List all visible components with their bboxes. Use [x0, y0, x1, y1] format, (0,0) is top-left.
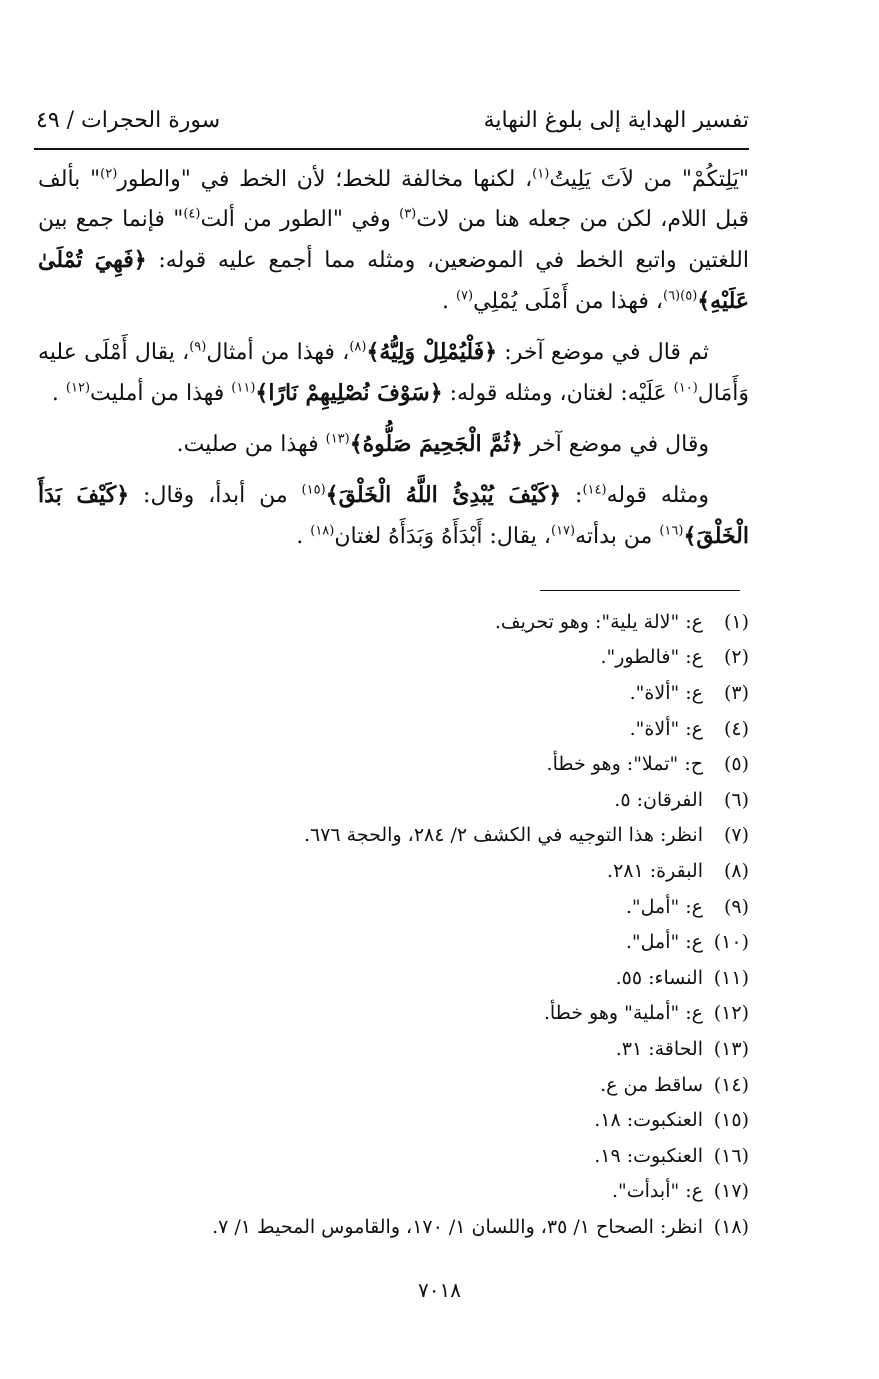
- footnote-text: ع: "أمل".: [625, 931, 703, 954]
- text-segment: ، لكنها مخالفة للخط؛ لأن الخط في "والطور: [117, 167, 533, 192]
- footnote-item: [40, 746, 749, 782]
- running-header: [36, 106, 749, 136]
- quran-quote: ﴿فَهِيَ تُمْلَىٰ عَلَيْهِ﴾: [38, 247, 749, 314]
- footnote-text: العنكبوت: ١٩.: [594, 1144, 703, 1167]
- footnote-item: [40, 675, 749, 711]
- footnote-item: [40, 1209, 749, 1245]
- footnote-number: (١٤): [713, 1073, 749, 1096]
- footnote-ref[interactable]: (١): [532, 166, 550, 182]
- footnote-ref[interactable]: (١٤): [582, 482, 607, 498]
- footnote-number: (١): [723, 610, 749, 633]
- footnote-text: ساقط من ع.: [600, 1073, 703, 1096]
- footnote-ref[interactable]: (٢): [100, 166, 118, 182]
- footnote-number: (٩): [723, 895, 749, 918]
- footnote-item: [40, 1102, 749, 1138]
- footnote-text: الحاقة: ٣١.: [615, 1037, 703, 1060]
- footnote-number: (٣): [723, 681, 749, 704]
- footnote-ref[interactable]: (٨): [349, 339, 367, 355]
- footnote-number: (١٣): [713, 1037, 749, 1060]
- footnote-ref[interactable]: (١٦): [659, 523, 684, 539]
- footnote-item: [40, 924, 749, 960]
- footnote-item: [40, 782, 749, 818]
- footnote-number: (١٥): [713, 1109, 749, 1132]
- footnote-text: النساء: ٥٥.: [615, 966, 703, 989]
- footnote-number: (١٢): [713, 1002, 749, 1025]
- book-title: تفسير الهداية إلى بلوغ النهاية: [483, 108, 749, 133]
- footnote-ref[interactable]: (٩): [189, 339, 207, 355]
- footnote-text: ع: "أبدأت".: [611, 1180, 703, 1203]
- footnote-text: الفرقان: ٥.: [614, 788, 703, 811]
- footnote-item: [40, 604, 749, 640]
- paragraph-2: [38, 332, 749, 414]
- footnote-text: انظر: هذا التوجيه في الكشف ٢/ ٢٨٤، والحجة ٦٧٦.: [303, 824, 703, 847]
- footnote-number: (٤): [723, 717, 749, 740]
- footnote-text: ع: "أملية" وهو خطأ.: [543, 1002, 703, 1025]
- text-segment: "يَلِتكُمْ" من لاَتَ يَلِيتُ: [549, 167, 749, 192]
- footnote-number: (١٨): [713, 1215, 749, 1238]
- text-segment: .: [51, 381, 66, 406]
- footnote-item: [40, 1174, 749, 1210]
- text-segment: من بدأته: [575, 524, 660, 549]
- footnote-number: (١١): [713, 966, 749, 989]
- footnote-item: [40, 711, 749, 747]
- text-segment: ، فهذا من أمثال: [206, 340, 350, 365]
- text-segment: عَلَيْه: لغتان، ومثله قوله:: [442, 381, 674, 406]
- main-text: [38, 160, 749, 567]
- text-segment: ، يقال: أَبْدَأَهُ وَبَدَأَهُ لغتان: [334, 524, 551, 549]
- text-segment: وقال في موضع آخر: [522, 432, 709, 457]
- text-segment: " فإنما جمع بين اللغتين واتبع الخط في الموضعين، ومثله مما أجمع عليه قوله:: [38, 207, 749, 273]
- footnote-text: ع: "لالة يلية": وهو تحريف.: [494, 610, 703, 633]
- footnote-ref[interactable]: (١٨): [310, 523, 335, 539]
- footnote-ref[interactable]: (١٠): [673, 380, 698, 396]
- footnote-rule: [540, 590, 740, 591]
- page-number: ٧٠١٨: [418, 1278, 461, 1302]
- footnote-item: [40, 1067, 749, 1103]
- footnote-ref[interactable]: (٦): [662, 288, 681, 304]
- quran-quote: ﴿كَيْفَ يُبْدِئُ اللَّهُ الْخَلْقَ﴾: [325, 482, 562, 508]
- paragraph-3: [38, 424, 749, 465]
- text-segment: ومثله قوله: [606, 483, 710, 508]
- paragraph-1: [38, 160, 749, 322]
- paragraph-4: [38, 475, 749, 557]
- quran-quote: ﴿كَيْفَ بَدَأَ الْخَلْقَ﴾: [38, 482, 749, 549]
- footnote-number: (١٦): [713, 1144, 749, 1167]
- footnote-number: (٥): [723, 753, 749, 776]
- text-segment: فهذا من صليت.: [176, 432, 326, 457]
- footnote-ref[interactable]: (١٣): [325, 431, 350, 447]
- text-segment: .: [296, 524, 311, 549]
- text-segment: فهذا من أمليت: [90, 381, 232, 406]
- footnote-item: [40, 960, 749, 996]
- text-segment: .: [441, 289, 456, 314]
- text-segment: :: [561, 483, 583, 508]
- header-rule: [34, 148, 749, 150]
- footnote-text: العنكبوت: ١٨.: [594, 1109, 703, 1132]
- footnote-number: (٧): [723, 824, 749, 847]
- quran-quote: ﴿ثُمَّ الْجَحِيمَ صَلُّوهُ﴾: [349, 431, 523, 457]
- quran-quote: ﴿فَلْيُمْلِلْ وَلِيُّهُ﴾: [366, 339, 498, 365]
- footnote-ref[interactable]: (١٥): [301, 482, 326, 498]
- footnote-number: (١٧): [713, 1180, 749, 1203]
- text-segment: من أبدأ، وقال:: [129, 483, 302, 508]
- footnote-ref[interactable]: (١٢): [65, 380, 91, 396]
- footnote-ref[interactable]: (١٧): [550, 523, 576, 539]
- footnote-item: [40, 889, 749, 925]
- surah-page: سورة الحجرات / ٤٩: [36, 108, 221, 133]
- footnote-item: [40, 996, 749, 1032]
- footnote-item: [40, 1031, 749, 1067]
- footnote-text: ع: "فالطور".: [600, 646, 703, 669]
- footnote-ref[interactable]: (٤): [183, 206, 201, 222]
- footnotes-list: [40, 604, 749, 1245]
- footnote-item: [40, 853, 749, 889]
- footnote-text: ع: "ألاة".: [629, 681, 703, 704]
- footnote-text: ع: "أمل".: [625, 895, 703, 918]
- footnote-text: البقرة: ٢٨١.: [607, 859, 703, 882]
- footnote-number: (٢): [723, 646, 749, 669]
- footnote-text: ع: "ألاة".: [629, 717, 703, 740]
- footnote-ref[interactable]: (٣): [399, 206, 417, 222]
- text-segment: ، يقال أَمْلَى عليه وَأَمَال: [38, 340, 749, 406]
- text-segment: ، فهذا من أَمْلَى يُمْلِي: [473, 289, 663, 314]
- footnote-item: [40, 1138, 749, 1174]
- text-segment: ثم قال في موضع آخر:: [497, 340, 709, 365]
- footnote-number: (١٠): [713, 931, 749, 954]
- footnote-text: ح: "تملا": وهو خطأ.: [546, 753, 703, 776]
- quran-quote: ﴿سَوْفَ نُصْلِيهِمْ نَارًا﴾: [255, 380, 443, 406]
- footnote-text: انظر: الصحاح ١/ ٣٥، واللسان ١/ ١٧٠، والقاموس المحيط ١/ ٧.: [212, 1215, 703, 1238]
- footnote-ref[interactable]: (٥): [680, 288, 698, 304]
- footnote-item: [40, 640, 749, 676]
- footnote-item: [40, 818, 749, 854]
- footnote-ref[interactable]: (١١): [231, 380, 256, 396]
- text-segment: " بألف قبل اللام، لكن من جعله هنا من لات: [38, 167, 750, 232]
- footnote-number: (٨): [723, 859, 749, 882]
- text-segment: وفي "الطور من ألت: [200, 207, 400, 232]
- footnote-ref[interactable]: (٧): [455, 288, 474, 304]
- footnote-number: (٦): [723, 788, 749, 811]
